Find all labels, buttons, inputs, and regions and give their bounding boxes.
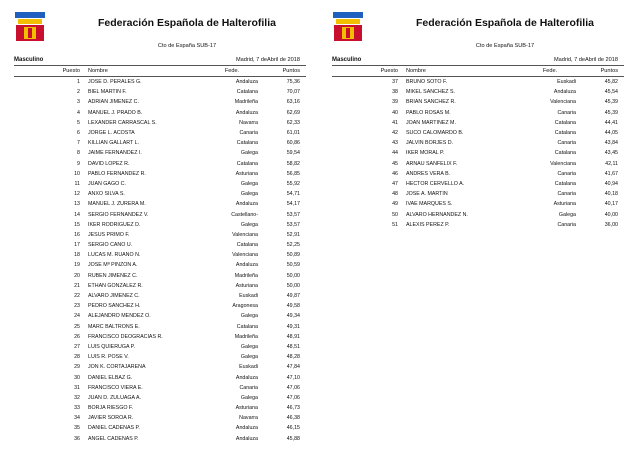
rank-cell: 25: [74, 323, 80, 330]
points-cell: 40,94: [604, 180, 618, 187]
table-row: [332, 118, 624, 128]
federation-cell: Catalana: [554, 180, 576, 187]
athlete-name-cell: ALEXIS PEREZ P.: [406, 221, 450, 228]
federation-cell: Catalana: [554, 150, 576, 157]
rank-cell: 7: [77, 140, 80, 147]
points-cell: 56,85: [286, 170, 300, 177]
athlete-name-cell: LUCAS M. RUANO N.: [88, 252, 141, 259]
federation-cell: Canaria: [239, 130, 258, 137]
points-cell: 40,18: [604, 191, 618, 198]
points-cell: 46,38: [286, 415, 300, 422]
table-row: [332, 199, 624, 209]
federation-cell: Andaluza: [235, 109, 258, 116]
athlete-name-cell: SERGIO FERNANDEZ V.: [88, 211, 149, 218]
federation-cell: Catalana: [236, 323, 258, 330]
athlete-name-cell: ETHAN GONZALEZ R.: [88, 282, 143, 289]
rank-cell: 15: [74, 221, 80, 228]
athlete-name-cell: JOAN MARTINEZ M.: [406, 119, 456, 126]
athlete-name-cell: JOSE A. MARTIN: [406, 191, 448, 198]
rank-cell: 8: [77, 150, 80, 157]
federation-cell: Valenciana: [550, 99, 576, 106]
athlete-name-cell: DANIEL ELBAZ G.: [88, 374, 133, 381]
points-cell: 45,54: [604, 89, 618, 96]
category-label: Masculino: [14, 57, 44, 63]
date-label: Madrid, 7 deAbril de 2018: [553, 57, 618, 63]
points-cell: 49,34: [286, 313, 300, 320]
rank-cell: 3: [77, 99, 80, 106]
athlete-name-cell: MIKEL SANCHEZ S.: [406, 89, 455, 96]
federation-logo-icon: [332, 10, 364, 44]
table-row: [332, 169, 624, 179]
athlete-name-cell: MANUEL J. PRADO B.: [88, 109, 143, 116]
rank-cell: 34: [74, 415, 80, 422]
athlete-name-cell: JUAN GAGO C.: [88, 180, 126, 187]
table-row: [14, 260, 306, 270]
table-row: [14, 342, 306, 352]
points-cell: 50,00: [286, 272, 300, 279]
table-row: [14, 220, 306, 230]
federation-cell: Canaria: [557, 221, 576, 228]
athlete-name-cell: BIEL MARTIN F.: [88, 89, 127, 96]
rank-cell: 46: [392, 170, 398, 177]
rank-cell: 45: [392, 160, 398, 167]
points-cell: 52,25: [286, 242, 300, 249]
federation-cell: Canaria: [239, 384, 258, 391]
points-cell: 48,51: [286, 343, 300, 350]
table-row: [14, 271, 306, 281]
points-cell: 60,86: [286, 140, 300, 147]
points-cell: 45,39: [604, 109, 618, 116]
table-row: [14, 189, 306, 199]
rank-cell: 5: [77, 119, 80, 126]
federation-logo-icon: [14, 10, 46, 44]
federation-cell: Andaluza: [235, 425, 258, 432]
federation-cell: Asturiana: [553, 201, 576, 208]
points-cell: 48,91: [286, 333, 300, 340]
rank-cell: 35: [74, 425, 80, 432]
points-cell: 40,17: [604, 201, 618, 208]
points-cell: 54,17: [286, 201, 300, 208]
points-cell: 45,39: [604, 99, 618, 106]
athlete-name-cell: ARNAU SANFELIX F.: [406, 160, 458, 167]
federation-cell: Navarra: [239, 415, 258, 422]
competition-subtitle: Cto de España SUB-17: [157, 43, 217, 49]
athlete-name-cell: ANXO SILVA S.: [88, 191, 125, 198]
points-cell: 42,11: [605, 160, 618, 167]
points-cell: 36,00: [604, 221, 618, 228]
table-row: [14, 128, 306, 138]
table-header-row: [332, 66, 624, 77]
federation-cell: Asturiana: [235, 405, 258, 412]
athlete-name-cell: JOSE D. PERALES G.: [88, 79, 142, 86]
federation-cell: Aragonesa: [232, 303, 258, 310]
rank-cell: 41: [392, 119, 398, 126]
federation-cell: Andaluza: [235, 79, 258, 86]
federation-cell: Euskadi: [557, 79, 576, 86]
federation-cell: Catalana: [236, 89, 258, 96]
federation-cell: Canaria: [557, 191, 576, 198]
points-cell: 47,10: [286, 374, 300, 381]
rank-cell: 2: [77, 89, 80, 96]
athlete-name-cell: FRANCISCO DEOGRACIAS R.: [88, 333, 163, 340]
table-row: [14, 87, 306, 97]
points-cell: 41,67: [604, 170, 618, 177]
rank-cell: 48: [392, 191, 398, 198]
points-cell: 53,57: [286, 211, 300, 218]
points-cell: 70,07: [286, 89, 300, 96]
points-cell: 44,05: [604, 130, 618, 137]
federation-cell: Andaluza: [235, 374, 258, 381]
table-row: [332, 128, 624, 138]
document-title: Federación Española de Halterofilia: [98, 17, 276, 29]
rank-cell: 29: [74, 364, 80, 371]
table-row: [14, 199, 306, 209]
table-row: [332, 87, 624, 97]
federation-cell: Catalana: [236, 140, 258, 147]
table-row: [14, 362, 306, 372]
athlete-name-cell: DAVID LOPEZ R.: [88, 160, 130, 167]
rank-cell: 22: [74, 293, 80, 300]
federation-cell: Valenciana: [232, 252, 258, 259]
table-row: [14, 281, 306, 291]
federation-cell: Madrileña: [234, 272, 258, 279]
athlete-name-cell: JON K. CORTAJARENA: [88, 364, 146, 371]
rank-cell: 40: [392, 109, 398, 116]
athlete-name-cell: ANDRES VERA B.: [406, 170, 451, 177]
rank-cell: 10: [74, 170, 80, 177]
table-row: [332, 108, 624, 118]
rank-cell: 20: [74, 272, 80, 279]
rank-cell: 19: [74, 262, 80, 269]
rank-cell: 14: [74, 211, 80, 218]
federation-cell: Galega: [240, 221, 258, 228]
header-pos: Puesto: [62, 68, 80, 74]
rank-cell: 11: [74, 180, 80, 187]
federation-cell: Galega: [240, 354, 258, 361]
points-cell: 46,15: [286, 425, 300, 432]
table-row: [14, 383, 306, 393]
points-cell: 47,06: [286, 394, 300, 401]
results-body-left: [14, 77, 306, 444]
table-row: [332, 159, 624, 169]
federation-cell: Euskadi: [239, 364, 258, 371]
rank-cell: 51: [392, 221, 398, 228]
table-row: [332, 77, 624, 88]
rank-cell: 16: [74, 231, 80, 238]
rank-cell: 39: [392, 99, 398, 106]
table-row: [14, 159, 306, 169]
rank-cell: 27: [74, 343, 80, 350]
athlete-name-cell: ANGEL CADENAS P.: [88, 435, 139, 442]
federation-cell: Catalana: [554, 130, 576, 137]
federation-cell: Madrileña: [234, 333, 258, 340]
federation-cell: Canaria: [557, 170, 576, 177]
table-row: [14, 403, 306, 413]
rank-cell: 12: [74, 191, 80, 198]
table-row: [14, 169, 306, 179]
header-name: Nombre: [406, 68, 426, 74]
rank-cell: 30: [74, 374, 80, 381]
federation-cell: Galega: [558, 211, 576, 218]
document-title: Federación Española de Halterofilia: [416, 17, 594, 29]
header-pos: Puesto: [380, 68, 398, 74]
results-page-right: [332, 0, 624, 452]
federation-cell: Canaria: [557, 140, 576, 147]
federation-cell: Catalana: [236, 242, 258, 249]
points-cell: 46,73: [286, 405, 300, 412]
table-row: [14, 179, 306, 189]
athlete-name-cell: DANIEL CADENAS P.: [88, 425, 140, 432]
rank-cell: 21: [74, 282, 80, 289]
rank-cell: 43: [392, 140, 398, 147]
rank-cell: 6: [77, 130, 80, 137]
points-cell: 49,87: [286, 293, 300, 300]
rank-cell: 49: [392, 201, 398, 208]
athlete-name-cell: BRIAN SANCHEZ R.: [406, 99, 456, 106]
points-cell: 63,16: [286, 99, 300, 106]
table-row: [332, 138, 624, 148]
federation-cell: Canaria: [557, 109, 576, 116]
athlete-name-cell: PABLO ROSAS M.: [406, 109, 451, 116]
federation-cell: Navarra: [239, 119, 258, 126]
table-row: [332, 220, 624, 230]
athlete-name-cell: JALVIN BORJES D.: [406, 140, 453, 147]
rank-cell: 23: [74, 303, 80, 310]
category-label: Masculino: [332, 57, 362, 63]
federation-cell: Galega: [240, 180, 258, 187]
points-cell: 49,58: [286, 303, 300, 310]
rank-cell: 37: [392, 79, 398, 86]
athlete-name-cell: MANUEL J. ZURERA M.: [88, 201, 146, 208]
table-row: [332, 97, 624, 107]
rank-cell: 36: [74, 435, 80, 442]
table-row: [14, 434, 306, 444]
table-row: [14, 291, 306, 301]
table-row: [14, 413, 306, 423]
points-cell: 50,89: [286, 252, 300, 259]
athlete-name-cell: SUCO CALOMARDO B.: [406, 130, 464, 137]
table-row: [14, 301, 306, 311]
table-row: [14, 332, 306, 342]
rank-cell: 24: [74, 313, 80, 320]
rank-cell: 13: [74, 201, 80, 208]
points-cell: 52,91: [286, 231, 300, 238]
table-row: [332, 189, 624, 199]
header-pts: Puntos: [600, 68, 618, 74]
points-cell: 62,33: [286, 119, 300, 126]
table-row: [332, 179, 624, 189]
table-row: [14, 138, 306, 148]
rank-cell: 47: [392, 180, 398, 187]
federation-cell: Madrileña: [234, 99, 258, 106]
federation-cell: Castellano-: [231, 211, 258, 218]
table-row: [14, 209, 306, 219]
points-cell: 61,01: [286, 130, 300, 137]
federation-cell: Asturiana: [235, 282, 258, 289]
points-cell: 45,88: [286, 435, 300, 442]
rank-cell: 38: [392, 89, 398, 96]
points-cell: 50,00: [286, 282, 300, 289]
table-row: [14, 97, 306, 107]
federation-cell: Andaluza: [235, 262, 258, 269]
rank-cell: 42: [392, 130, 398, 137]
federation-cell: Euskadi: [239, 293, 258, 300]
rank-cell: 44: [392, 150, 398, 157]
athlete-name-cell: LEXANDER CARRASCAL S.: [88, 119, 157, 126]
athlete-name-cell: ALVARO HERNANDEZ N.: [406, 211, 468, 218]
table-row: [14, 148, 306, 158]
athlete-name-cell: JORGE L. ACOSTA: [88, 130, 135, 137]
rank-cell: 9: [77, 160, 80, 167]
rank-cell: 4: [77, 109, 80, 116]
points-cell: 43,45: [604, 150, 618, 157]
table-row: [14, 372, 306, 382]
federation-cell: Galega: [240, 313, 258, 320]
table-row: [14, 230, 306, 240]
results-body-right: [332, 77, 624, 230]
federation-cell: Galega: [240, 394, 258, 401]
header-pts: Puntos: [282, 68, 300, 74]
athlete-name-cell: ALEJANDRO MENDEZ O.: [88, 313, 151, 320]
table-row: [14, 311, 306, 321]
points-cell: 50,59: [286, 262, 300, 269]
rank-cell: 32: [74, 394, 80, 401]
athlete-name-cell: JAVIER SOROA R.: [88, 415, 134, 422]
athlete-name-cell: FRANCISCO VIERA E.: [88, 384, 143, 391]
federation-cell: Catalana: [236, 160, 258, 167]
table-row: [14, 423, 306, 433]
athlete-name-cell: LUIS R. POSE V.: [88, 354, 129, 361]
athlete-name-cell: RUBEN JIMENEZ C.: [88, 272, 138, 279]
results-table-left: [14, 65, 306, 444]
federation-cell: Valenciana: [550, 160, 576, 167]
table-row: [332, 209, 624, 219]
federation-cell: Andaluza: [235, 201, 258, 208]
federation-cell: Galega: [240, 343, 258, 350]
table-row: [14, 352, 306, 362]
athlete-name-cell: JUAN D. ZULUAGA A.: [88, 394, 141, 401]
table-row: [14, 118, 306, 128]
rank-cell: 17: [74, 242, 80, 249]
athlete-name-cell: BORJA RIESGO F.: [88, 405, 134, 412]
points-cell: 49,31: [286, 323, 300, 330]
rank-cell: 33: [74, 405, 80, 412]
date-label: Madrid, 7 deAbril de 2018: [235, 57, 300, 63]
federation-cell: Catalana: [554, 119, 576, 126]
athlete-name-cell: ADRIAN JIMENEZ C.: [88, 99, 139, 106]
header-name: Nombre: [88, 68, 108, 74]
federation-cell: Galega: [240, 150, 258, 157]
athlete-name-cell: KILLIAN GALLART L.: [88, 140, 140, 147]
points-cell: 62,69: [286, 109, 300, 116]
points-cell: 48,28: [286, 354, 300, 361]
athlete-name-cell: IKER MORAL P.: [406, 150, 445, 157]
athlete-name-cell: IVAE MARQUES S.: [406, 201, 453, 208]
federation-cell: Galega: [240, 191, 258, 198]
points-cell: 53,57: [286, 221, 300, 228]
federation-cell: Andaluza: [553, 89, 576, 96]
header-fed: Fede.: [224, 68, 240, 74]
federation-cell: Asturiana: [235, 170, 258, 177]
athlete-name-cell: PEDRO SANCHEZ H.: [88, 303, 141, 310]
rank-cell: 1: [77, 79, 80, 86]
athlete-name-cell: LUIS QUIERUGA P.: [88, 343, 136, 350]
table-row: [332, 148, 624, 158]
athlete-name-cell: JOSE Mª PINZON A.: [88, 262, 138, 269]
points-cell: 59,54: [286, 150, 300, 157]
athlete-name-cell: MARC BALTRONS E.: [88, 323, 140, 330]
header-fed: Fede.: [542, 68, 558, 74]
athlete-name-cell: BRUNO SOTO F.: [406, 79, 448, 86]
athlete-name-cell: IKER RODRIGUEZ D.: [88, 221, 141, 228]
results-page-left: [14, 0, 306, 452]
points-cell: 55,92: [286, 180, 300, 187]
athlete-name-cell: HECTOR CERVELLO A.: [406, 180, 465, 187]
athlete-name-cell: JESUS PRIMO F.: [88, 231, 130, 238]
points-cell: 54,71: [286, 191, 300, 198]
points-cell: 44,41: [604, 119, 618, 126]
competition-subtitle: Cto de España SUB-17: [475, 43, 535, 49]
table-header-row: [14, 66, 306, 77]
points-cell: 45,82: [604, 79, 618, 86]
athlete-name-cell: ALVARO JIMENEZ C.: [88, 293, 140, 300]
points-cell: 47,06: [286, 384, 300, 391]
rank-cell: 28: [74, 354, 80, 361]
federation-cell: Valenciana: [232, 231, 258, 238]
points-cell: 43,84: [604, 140, 618, 147]
table-row: [14, 108, 306, 118]
federation-cell: Andaluza: [235, 435, 258, 442]
table-row: [14, 250, 306, 260]
rank-cell: 50: [392, 211, 398, 218]
points-cell: 40,00: [604, 211, 618, 218]
rank-cell: 26: [74, 333, 80, 340]
table-row: [14, 393, 306, 403]
table-row: [14, 322, 306, 332]
rank-cell: 31: [74, 384, 80, 391]
rank-cell: 18: [74, 252, 80, 259]
table-row: [14, 77, 306, 88]
points-cell: 58,82: [286, 160, 300, 167]
athlete-name-cell: PABLO FERNANDEZ R.: [88, 170, 146, 177]
athlete-name-cell: JAIME FERNANDEZ I.: [88, 150, 142, 157]
athlete-name-cell: SERGIO CANO U.: [88, 242, 133, 249]
results-table-right: [332, 65, 624, 230]
points-cell: 75,36: [286, 79, 300, 86]
points-cell: 47,84: [286, 364, 300, 371]
table-row: [14, 240, 306, 250]
